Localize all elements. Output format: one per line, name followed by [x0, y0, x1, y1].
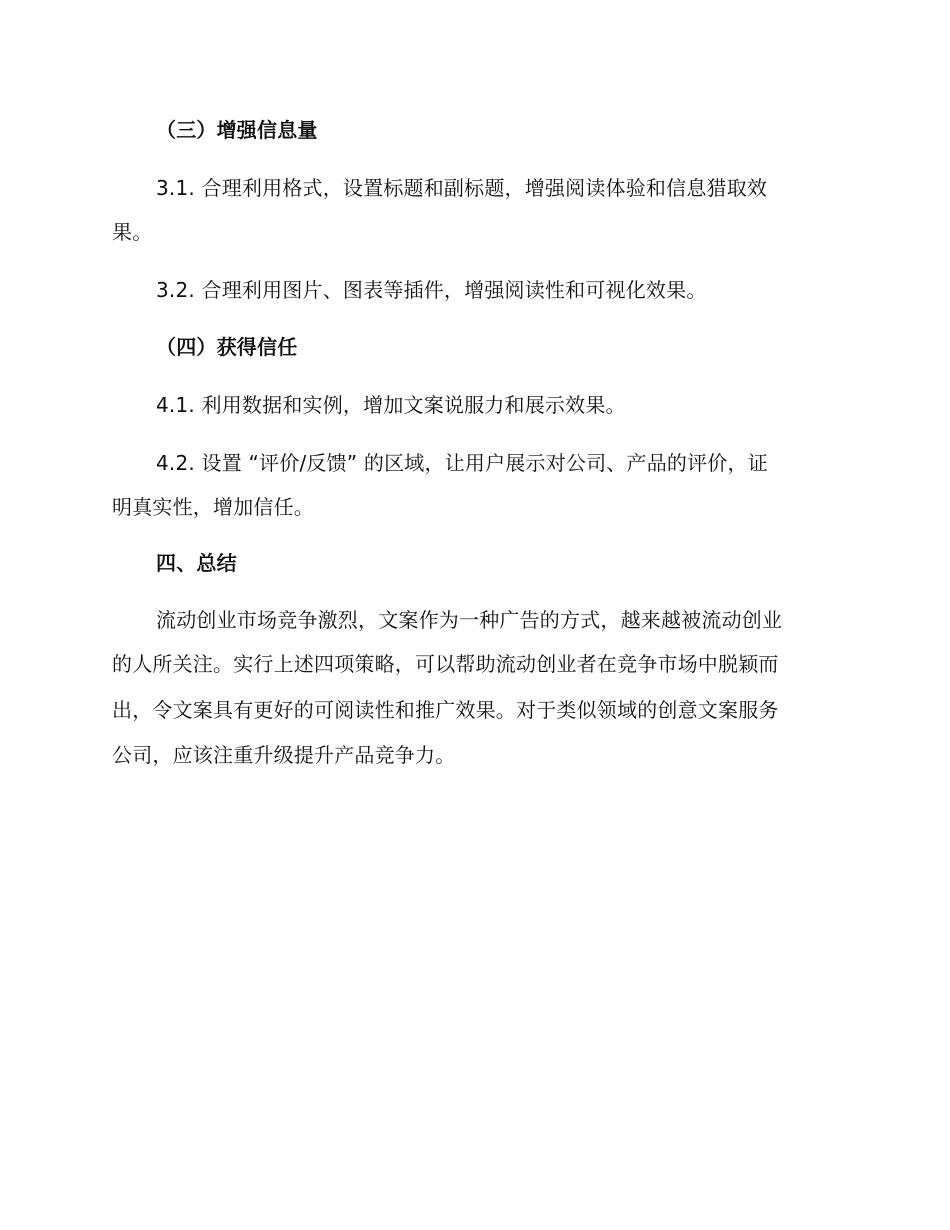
paragraph-3-1-line-1: 3.1. 合理利用格式，设置标题和副标题，增强阅读体验和信息猎取效 [156, 176, 768, 200]
paragraph-4-2-line-2: 明真实性，增加信任。 [112, 495, 314, 519]
paragraph-4-1-line-1: 4.1. 利用数据和实例，增加文案说服力和展示效果。 [156, 393, 626, 417]
summary-line-1: 流动创业市场竞争激烈，文案作为一种广告的方式，越来越被流动创业 [156, 608, 783, 632]
summary-line-4: 公司，应该注重升级提升产品竞争力。 [112, 743, 456, 767]
paragraph-3-1-line-2: 果。 [112, 220, 153, 244]
section-heading-4: （四）获得信任 [156, 335, 298, 359]
summary-line-2: 的人所关注。实行上述四项策略，可以帮助流动创业者在竞争市场中脱颖而 [112, 652, 779, 676]
paragraph-3-2-line-1: 3.2. 合理利用图片、图表等插件，增强阅读性和可视化效果。 [156, 278, 707, 302]
summary-line-3: 出，令文案具有更好的可阅读性和推广效果。对于类似领域的创意文案服务 [112, 698, 779, 722]
summary-heading: 四、总结 [156, 551, 237, 575]
section-heading-3: （三）增强信息量 [156, 118, 318, 142]
paragraph-4-2-line-1: 4.2. 设置 “评价/反馈” 的区域，让用户展示对公司、产品的评价，证 [156, 451, 768, 475]
